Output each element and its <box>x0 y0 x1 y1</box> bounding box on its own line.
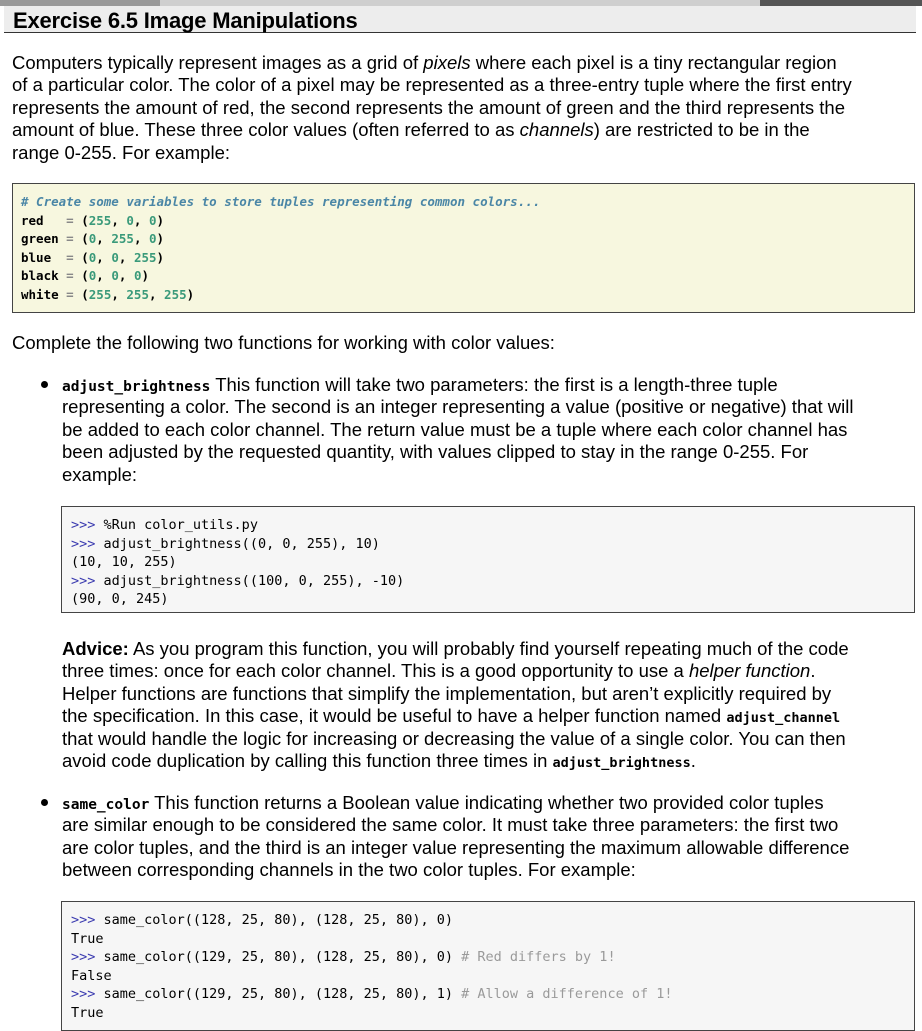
tuple-value: 255 <box>133 249 157 265</box>
code-comment: # Allow a difference of 1! <box>461 986 673 1003</box>
tuple-value: 0 <box>126 212 134 228</box>
variable-name: red <box>21 212 44 228</box>
code-line <box>71 985 914 1004</box>
adjust-line-4: been adjusted by the requested quantity, with values clipped to stay in the range 0-255. For <box>62 441 809 463</box>
code-line <box>21 212 914 231</box>
advice-line-6: avoid code duplication by calling this function three times in adjust_brightness. <box>62 750 696 771</box>
tuple-value: 0 <box>111 249 119 265</box>
tuple-value: 0 <box>133 268 142 284</box>
code-text: %Run color_utils.py <box>103 517 258 533</box>
prompt: >>> <box>71 949 104 966</box>
equals-sign: = <box>66 268 82 284</box>
variable-name: green <box>21 231 59 247</box>
complete-text: Complete the following two functions for working with color values: <box>12 332 555 353</box>
code-comment: # Create some variables to store tuples representing common colors... <box>21 194 541 209</box>
tuple-value: 255 <box>88 286 112 302</box>
code-text: False <box>71 967 112 984</box>
tuple-value: 0 <box>88 231 97 247</box>
code-text: same_color((128, 25, 80), (128, 25, 80), 0) <box>103 912 454 928</box>
variable-name: blue <box>21 249 52 265</box>
comma: , <box>111 286 127 302</box>
adjust-line-1: adjust_brightness This function will take two parameters: the first is a length-three tuple <box>62 374 778 395</box>
intro-line-2: of a particular color. The color of a pixel may be represented as a three-entry tuple where the first entry <box>12 74 852 96</box>
code-comment: # Red differs by 1! <box>461 949 616 966</box>
paren: ) <box>186 286 195 302</box>
tuple-value: 0 <box>88 268 97 284</box>
variable-name: white <box>21 286 59 302</box>
code-line <box>71 590 914 609</box>
paren: ( <box>81 231 89 247</box>
comma: , <box>96 231 112 247</box>
bullet-dot <box>41 799 48 806</box>
comma: , <box>133 212 149 228</box>
advice-line-1: Advice: As you program this function, you will probably find yourself repeating much of the code <box>62 638 849 659</box>
same-line-1: same_color This function returns a Boolean value indicating whether two provided color tuples <box>62 792 824 813</box>
prompt: >>> <box>71 517 104 533</box>
prompt: >>> <box>71 535 104 552</box>
tuple-value: 255 <box>111 231 134 247</box>
equals-sign: = <box>66 212 82 228</box>
adjust-line-5: example: <box>62 463 138 485</box>
prompt: >>> <box>71 986 104 1003</box>
code-line <box>71 553 914 572</box>
tuple-value: 255 <box>164 286 187 302</box>
comma: , <box>96 268 112 284</box>
paren: ( <box>81 249 89 265</box>
code-line <box>71 1004 914 1023</box>
tuple-value: 0 <box>148 212 157 228</box>
heading-bar <box>4 6 916 33</box>
same-line-4: between corresponding channels in the two color tuples. For example: <box>62 859 636 881</box>
intro-line-1: Computers typically represent images as a grid of pixels where each pixel is a tiny rectangular region <box>12 52 837 73</box>
variable-name: black <box>21 268 59 284</box>
code-line <box>71 948 914 967</box>
intro-line-4: amount of blue. These three color values (often referred to as channels) are restricted to be in the <box>12 119 810 141</box>
adjust-line-2: representing a color. The second is an integer representing a value (positive or negative) that will <box>62 396 854 418</box>
code-text: (90, 0, 245) <box>71 591 169 608</box>
code-line <box>21 286 914 305</box>
equals-sign: = <box>66 249 82 265</box>
code-text: adjust_brightness((0, 0, 255), 10) <box>103 535 380 552</box>
code-text: (10, 10, 255) <box>71 554 177 571</box>
code-line <box>71 911 914 930</box>
paren: ) <box>156 231 165 247</box>
code-line <box>71 572 914 591</box>
spacing <box>44 213 67 228</box>
paren: ( <box>81 212 89 228</box>
advice-line-5: that would handle the logic for increasing or decreasing the value of a single color. You can then <box>62 727 846 749</box>
code-text: True <box>71 1004 104 1021</box>
paren: ) <box>156 212 165 228</box>
function-name: same_color <box>62 797 150 813</box>
function-name: adjust_brightness <box>62 379 211 395</box>
equals-sign: = <box>66 286 82 302</box>
code-line <box>21 230 914 249</box>
comma: , <box>118 268 134 284</box>
advice-line-4: the specification. In this case, it would be useful to have a helper function named adjust_channel <box>62 705 841 727</box>
same-line-2: are similar enough to be considered the same color. It must take three parameters: the first two <box>62 814 839 836</box>
comma: , <box>133 231 149 247</box>
page-title: Exercise 6.5 Image Manipulations <box>13 8 358 33</box>
adjust-example-code-block <box>61 506 915 613</box>
advice-label: Advice: <box>62 638 129 659</box>
tuple-value: 0 <box>111 268 119 284</box>
code-line <box>71 930 914 949</box>
bullet-dot <box>41 381 48 388</box>
tuple-value: 255 <box>126 286 149 302</box>
adjust-line-3: be added to each color channel. The return value must be a tuple where each color channel has <box>62 418 848 440</box>
tuple-value: 0 <box>149 231 157 247</box>
paren: ( <box>81 286 89 302</box>
paren: ( <box>81 268 89 284</box>
comma: , <box>96 249 112 265</box>
code-text: same_color((129, 25, 80), (128, 25, 80), 0) <box>103 949 462 966</box>
equals-sign: = <box>66 231 82 247</box>
tuple-value: 0 <box>88 249 97 265</box>
tuple-value: 255 <box>88 212 112 228</box>
same-line-3: are color tuples, and the third is an integer value representing the maximum allowable difference <box>62 836 850 858</box>
comma: , <box>148 286 165 302</box>
code-line <box>21 249 914 268</box>
paren: ) <box>141 268 150 284</box>
code-line <box>71 967 914 986</box>
paren: ) <box>156 249 165 265</box>
comma: , <box>118 249 134 265</box>
spacing <box>51 250 66 265</box>
intro-line-3: represents the amount of red, the second represents the amount of green and the third represents the <box>12 96 846 118</box>
same-color-example-code-block <box>61 901 915 1031</box>
advice-line-2: three times: once for each color channel. This is a good opportunity to use a helper function. <box>62 660 816 682</box>
code-line <box>71 535 914 554</box>
advice-line-3: Helper functions are functions that simplify the implementation, but aren’t explicitly required by <box>62 682 832 704</box>
adjust-brightness-ref: adjust_brightness <box>552 755 691 771</box>
code-line <box>21 267 914 286</box>
intro-line-5: range 0-255. For example: <box>12 141 231 163</box>
code-text: same_color((129, 25, 80), (128, 25, 80), 1) <box>103 986 462 1003</box>
prompt: >>> <box>71 572 104 589</box>
prompt: >>> <box>71 912 104 928</box>
comma: , <box>111 212 127 228</box>
code-line <box>71 516 914 535</box>
code-text: adjust_brightness((100, 0, 255), -10) <box>103 572 405 589</box>
colors-code-block <box>12 183 915 313</box>
code-text: True <box>71 930 104 947</box>
helper-function-name: adjust_channel <box>726 710 841 727</box>
